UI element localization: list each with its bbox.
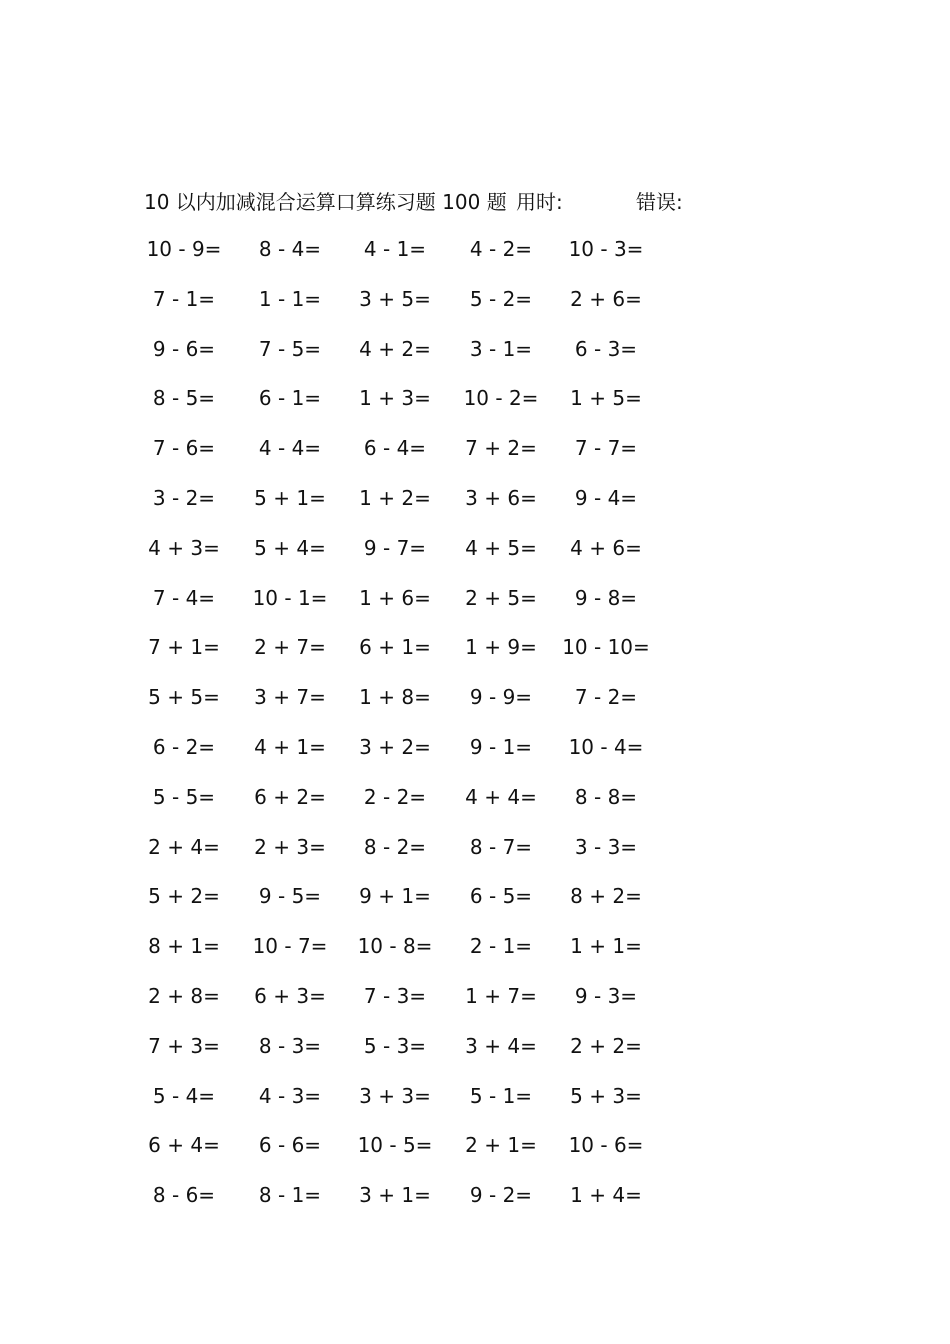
problem: 1 + 4=	[570, 1183, 642, 1208]
problem: 4 - 1=	[363, 237, 427, 261]
problem-row	[0, 1181, 950, 1231]
problem: 5 + 1=	[254, 485, 326, 510]
problem: 10 - 6=	[568, 1133, 644, 1158]
problem: 9 - 3=	[574, 983, 638, 1008]
problem: 3 + 6=	[465, 485, 537, 510]
problem: 2 + 2=	[570, 1033, 642, 1058]
problem: 10 - 8=	[357, 934, 433, 959]
problem: 9 - 5=	[258, 884, 322, 909]
problem: 7 + 2=	[465, 436, 537, 461]
error-label: 错误:	[636, 190, 683, 214]
problem-row	[0, 783, 950, 833]
problem: 2 + 8=	[148, 983, 220, 1008]
problem: 6 + 1=	[359, 635, 431, 660]
problem: 3 + 4=	[465, 1033, 537, 1058]
problem: 4 + 5=	[465, 535, 537, 560]
problem: 4 - 4=	[258, 436, 322, 461]
problem-row	[0, 235, 950, 285]
problem: 6 - 3=	[574, 336, 638, 361]
problem: 7 - 4=	[152, 585, 216, 610]
problem: 3 - 3=	[574, 834, 638, 859]
worksheet-header	[0, 186, 950, 216]
problem: 8 - 4=	[258, 237, 322, 261]
problem: 5 - 4=	[152, 1083, 216, 1108]
problem: 3 + 3=	[359, 1083, 431, 1108]
problem: 9 + 1=	[359, 884, 431, 909]
problem: 1 - 1=	[258, 286, 322, 311]
problem-row	[0, 285, 950, 335]
problem: 5 - 2=	[469, 286, 533, 311]
problem: 10 - 4=	[568, 734, 644, 759]
problem: 1 + 6=	[359, 585, 431, 610]
problem: 5 + 3=	[570, 1083, 642, 1108]
problem: 1 + 3=	[359, 386, 431, 411]
problem: 6 - 1=	[258, 386, 322, 411]
problem-row	[0, 534, 950, 584]
problem: 8 - 7=	[469, 834, 533, 859]
problem: 10 - 3=	[568, 237, 644, 261]
problem: 8 - 6=	[152, 1183, 216, 1208]
problem: 3 - 1=	[469, 336, 533, 361]
problem: 5 - 5=	[152, 784, 216, 809]
problem: 10 - 9=	[146, 237, 222, 261]
problem-row	[0, 484, 950, 534]
problem: 4 + 3=	[148, 535, 220, 560]
problem: 9 - 2=	[469, 1183, 533, 1208]
problem: 1 + 5=	[570, 386, 642, 411]
problem: 5 - 3=	[363, 1033, 427, 1058]
problem-row	[0, 633, 950, 683]
problem: 7 - 5=	[258, 336, 322, 361]
problem: 9 - 1=	[469, 734, 533, 759]
problem: 7 + 1=	[148, 635, 220, 660]
problem: 7 - 7=	[574, 436, 638, 461]
problem: 9 - 9=	[469, 685, 533, 710]
problem-row	[0, 1131, 950, 1181]
problem: 7 + 3=	[148, 1033, 220, 1058]
problem: 2 + 3=	[254, 834, 326, 859]
problem: 3 + 1=	[359, 1183, 431, 1208]
time-label: 用时:	[516, 190, 563, 214]
problem: 9 - 8=	[574, 585, 638, 610]
problem: 3 + 7=	[254, 685, 326, 710]
problem-row	[0, 335, 950, 385]
problem: 5 + 4=	[254, 535, 326, 560]
problem: 5 + 5=	[148, 685, 220, 710]
problem-row	[0, 384, 950, 434]
problem: 8 - 1=	[258, 1183, 322, 1208]
problem: 1 + 9=	[465, 635, 537, 660]
problem-row	[0, 932, 950, 982]
problem: 10 - 7=	[252, 934, 328, 959]
problem: 10 - 10=	[562, 635, 650, 660]
problem: 8 - 3=	[258, 1033, 322, 1058]
problem-row	[0, 584, 950, 634]
problem: 4 - 2=	[469, 237, 533, 261]
problem-row	[0, 1032, 950, 1082]
problem: 2 + 5=	[465, 585, 537, 610]
problem-row	[0, 982, 950, 1032]
problem: 3 + 2=	[359, 734, 431, 759]
problem-grid	[0, 235, 950, 1231]
problem-row	[0, 1082, 950, 1132]
worksheet-title: 10 以内加减混合运算口算练习题 100 题	[144, 190, 507, 214]
problem: 4 + 2=	[359, 336, 431, 361]
problem: 7 - 3=	[363, 983, 427, 1008]
problem: 8 + 1=	[148, 934, 220, 959]
problem: 7 - 6=	[152, 436, 216, 461]
problem: 2 + 7=	[254, 635, 326, 660]
problem: 9 - 7=	[363, 535, 427, 560]
problem: 8 + 2=	[570, 884, 642, 909]
problem: 7 - 2=	[574, 685, 638, 710]
problem: 10 - 2=	[463, 386, 539, 411]
problem: 2 + 1=	[465, 1133, 537, 1158]
problem: 4 - 3=	[258, 1083, 322, 1108]
problem-row	[0, 733, 950, 783]
problem-row	[0, 434, 950, 484]
problem: 4 + 4=	[465, 784, 537, 809]
problem: 6 - 2=	[152, 734, 216, 759]
problem: 2 + 6=	[570, 286, 642, 311]
problem: 5 + 2=	[148, 884, 220, 909]
problem: 2 + 4=	[148, 834, 220, 859]
problem: 2 - 2=	[363, 784, 427, 809]
problem: 4 + 1=	[254, 734, 326, 759]
problem-row	[0, 683, 950, 733]
problem-row	[0, 833, 950, 883]
problem: 6 + 4=	[148, 1133, 220, 1158]
problem: 6 + 2=	[254, 784, 326, 809]
problem: 1 + 1=	[570, 934, 642, 959]
problem: 9 - 4=	[574, 485, 638, 510]
problem-row	[0, 882, 950, 932]
problem: 4 + 6=	[570, 535, 642, 560]
problem: 6 - 4=	[363, 436, 427, 461]
problem: 1 + 8=	[359, 685, 431, 710]
problem: 8 - 8=	[574, 784, 638, 809]
problem: 8 - 5=	[152, 386, 216, 411]
problem: 3 - 2=	[152, 485, 216, 510]
problem: 6 - 5=	[469, 884, 533, 909]
problem: 2 - 1=	[469, 934, 533, 959]
problem: 1 + 7=	[465, 983, 537, 1008]
problem: 8 - 2=	[363, 834, 427, 859]
problem: 9 - 6=	[152, 336, 216, 361]
problem: 5 - 1=	[469, 1083, 533, 1108]
problem: 3 + 5=	[359, 286, 431, 311]
problem: 7 - 1=	[152, 286, 216, 311]
problem: 6 + 3=	[254, 983, 326, 1008]
problem: 10 - 5=	[357, 1133, 433, 1158]
problem: 6 - 6=	[258, 1133, 322, 1158]
problem: 10 - 1=	[252, 585, 328, 610]
problem: 1 + 2=	[359, 485, 431, 510]
